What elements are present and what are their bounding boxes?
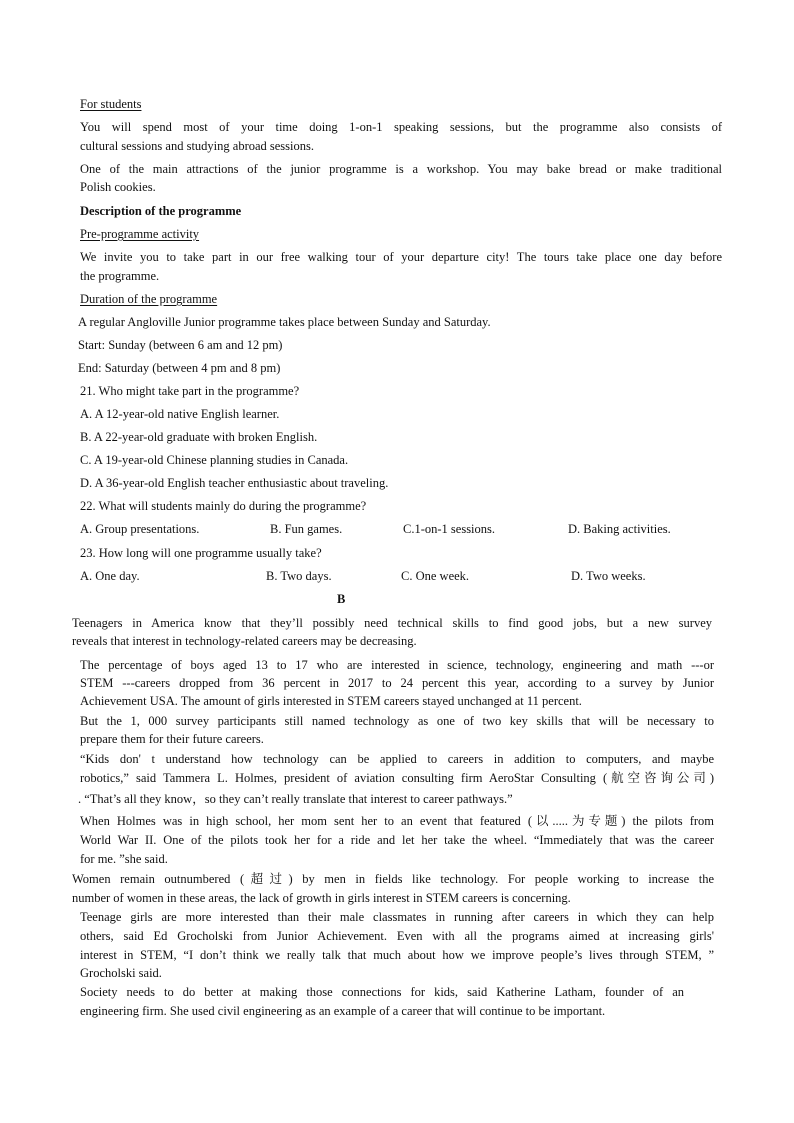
- question-21: 21. Who might take part in the programme?: [80, 384, 300, 398]
- passage-b-p8-line2: engineering firm. She used civil engineering as an example of a career that will continue to be important.: [80, 1004, 606, 1018]
- students-p2-line1: One of the main attractions of the junior programme is a workshop. You may bake bread or make traditional: [80, 162, 722, 176]
- q23-option-c: C. One week.: [401, 569, 470, 583]
- passage-b-p3-line1: But the 1, 000 survey participants still named technology as one of two key skills that will be necessary to: [80, 714, 714, 728]
- duration-end: End: Saturday (between 4 pm and 8 pm): [78, 361, 281, 375]
- question-22: 22. What will students mainly do during the programme?: [80, 499, 367, 513]
- duration-line1: A regular Angloville Junior programme takes place between Sunday and Saturday.: [78, 315, 491, 329]
- passage-b-p7-line1: Teenage girls are more interested than their male classmates in running after careers in which they can help: [80, 910, 714, 924]
- q21-option-b: B. A 22-year-old graduate with broken English.: [80, 430, 318, 444]
- passage-b-p2-line3: Achievement USA. The amount of girls interested in STEM careers stayed unchanged at 11 percent.: [80, 694, 582, 708]
- passage-b-label: B: [337, 592, 346, 606]
- passage-b-p7-line2: others, said Ed Grocholski from Junior Achievement. Even with all the programs aimed at increasing girls': [80, 929, 714, 943]
- q21-option-d: D. A 36-year-old English teacher enthusiastic about traveling.: [80, 476, 389, 490]
- passage-b-p7-line4: Grocholski said.: [80, 966, 162, 980]
- passage-b-p5-line1: When Holmes was in high school, her mom sent her to an event that featured (以.....为专题) the pilots from: [80, 814, 714, 828]
- passage-b-p4-line1: “Kids don' t understand how technology can be applied to careers in addition to computers, and maybe: [80, 752, 714, 766]
- passage-b-p6-line2: number of women in these areas, the lack of growth in girls interest in STEM careers is concerning.: [72, 891, 571, 905]
- passage-b-p3-line2: prepare them for their future careers.: [80, 732, 264, 746]
- q22-option-c: C.1-on-1 sessions.: [403, 522, 496, 536]
- students-p2-line2: Polish cookies.: [80, 180, 156, 194]
- section-heading-for-students: For students: [80, 97, 142, 111]
- passage-b-p6-line1: Women remain outnumbered (超过) by men in fields like technology. For people working to increase the: [72, 872, 714, 886]
- passage-b-p4-line2: robotics,” said Tammera L. Holmes, president of aviation consulting firm AeroStar Consulting (航空咨询公司): [80, 771, 714, 785]
- passage-b-p8-line1: Society needs to do better at making those connections for kids, said Katherine Latham, founder of an: [80, 985, 684, 999]
- students-p1-line2: cultural sessions and studying abroad sessions.: [80, 139, 315, 153]
- description-heading: Description of the programme: [80, 204, 242, 218]
- q23-option-b: B. Two days.: [266, 569, 332, 583]
- passage-b-p1-line1: Teenagers in America know that they’ll possibly need technical skills to find good jobs, but a new survey: [72, 616, 712, 630]
- q23-option-d: D. Two weeks.: [571, 569, 646, 583]
- pre-programme-line2: the programme.: [80, 269, 160, 283]
- q23-option-a: A. One day.: [80, 569, 140, 583]
- passage-b-p1-line2: reveals that interest in technology-related careers may be decreasing.: [72, 634, 417, 648]
- q22-option-d: D. Baking activities.: [568, 522, 671, 536]
- q21-option-c: C. A 19-year-old Chinese planning studies in Canada.: [80, 453, 349, 467]
- passage-b-p7-line3: interest in STEM, “I don’t think we really talk that much about how we improve people’s lives through STEM, ”: [80, 948, 714, 962]
- pre-programme-line1: We invite you to take part in our free walking tour of your departure city! The tours take place one day before: [80, 250, 722, 264]
- passage-b-p2-line1: The percentage of boys aged 13 to 17 who are interested in science, technology, engineering and math ---or: [80, 658, 714, 672]
- duration-heading: Duration of the programme: [80, 292, 218, 306]
- q22-option-a: A. Group presentations.: [80, 522, 200, 536]
- students-p1-line1: You will spend most of your time doing 1-on-1 speaking sessions, but the programme also consists of: [80, 120, 722, 134]
- passage-b-p2-line2: STEM ---careers dropped from 36 percent in 2017 to 24 percent this year, according to a survey by Junior: [80, 676, 714, 690]
- passage-b-p5-line2: World War II. One of the pilots took her for a ride and let her take the wheel. “Immediately that was the career: [80, 833, 714, 847]
- question-23: 23. How long will one programme usually take?: [80, 546, 322, 560]
- duration-start: Start: Sunday (between 6 am and 12 pm): [78, 338, 283, 352]
- q21-option-a: A. A 12-year-old native English learner.: [80, 407, 280, 421]
- q22-option-b: B. Fun games.: [270, 522, 343, 536]
- pre-programme-heading: Pre-programme activity: [80, 227, 200, 241]
- passage-b-p5-line3: for me. ”she said.: [80, 852, 168, 866]
- passage-b-p4-line3: . “That’s all they know，so they can’t really translate that interest to career pathways.”: [78, 792, 513, 806]
